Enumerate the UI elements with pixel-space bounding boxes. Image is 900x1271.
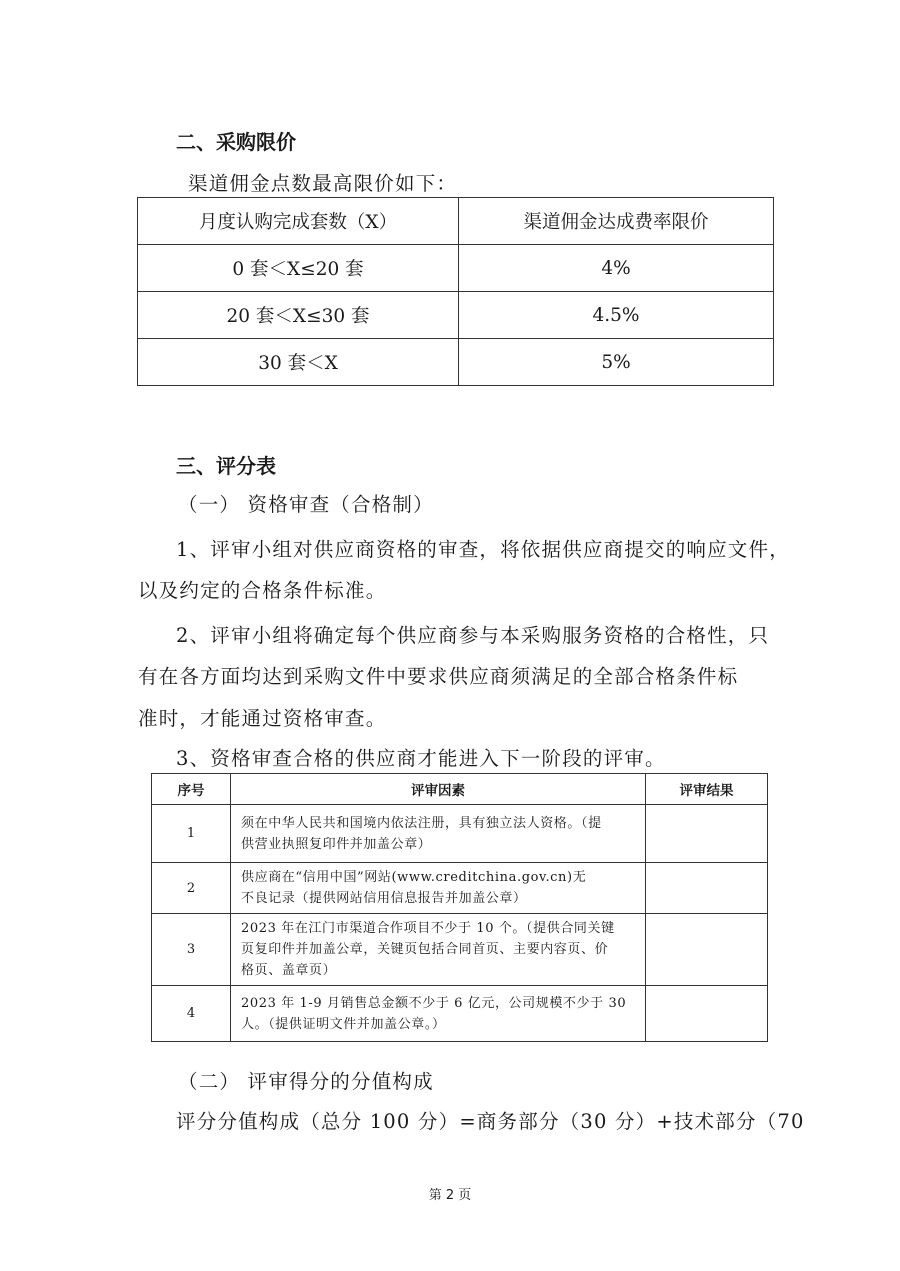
page-number: 第 2 页	[428, 1188, 472, 1203]
review-table-header-factor: 评审因素	[231, 774, 646, 805]
paragraph-2-line-1: 2、评审小组将确定每个供应商参与本采购服务资格的合格性，只	[176, 624, 770, 647]
review-factor	[231, 805, 646, 863]
paragraph-2-line-3: 准时，才能通过资格审查。	[138, 707, 387, 730]
review-result	[646, 805, 768, 863]
table-row	[152, 863, 768, 914]
review-factor	[231, 863, 646, 914]
paragraph-2-line-2: 有在各方面均达到采购文件中要求供应商须满足的全部合格条件标	[138, 665, 739, 688]
review-result	[646, 863, 768, 914]
section2-heading: 二、采购限价	[176, 130, 296, 154]
table-row	[152, 986, 768, 1042]
review-factor	[231, 914, 646, 986]
table-row	[152, 805, 768, 863]
row-number: 2	[152, 863, 231, 914]
paragraph-3: 3、资格审查合格的供应商才能进入下一阶段的评审。	[176, 747, 666, 770]
review-factor-line: 须在中华人民共和国境内依法注册，具有独立法人资格。（提	[241, 815, 602, 831]
paragraph-4: 评分分值构成（总分 100 分）=商务部分（30 分）+技术部分（70	[176, 1110, 805, 1133]
review-factor-line: 人。（提供证明文件并加盖公章。）	[241, 1016, 446, 1032]
review-factor-line: 页复印件并加盖公章，关键页包括合同首页、主要内容页、价	[241, 942, 609, 957]
review-table-header-result: 评审结果	[646, 774, 768, 805]
price-table-header-count: 月度认购完成套数（X）	[138, 198, 459, 245]
price-table-cell: 5%	[459, 339, 774, 386]
qualification-review-table	[151, 773, 768, 1042]
paragraph-1-line-2: 以及约定的合格条件标准。	[138, 579, 387, 602]
review-factor-line: 不良记录（提供网站信用信息报告并加盖公章）	[241, 891, 527, 906]
subsection2-title: （二） 评审得分的分值构成	[178, 1070, 434, 1093]
row-number: 1	[152, 805, 231, 863]
review-factor-line: 格页、盖章页）	[241, 963, 337, 978]
review-factor	[231, 986, 646, 1042]
section3-heading: 三、评分表	[176, 454, 276, 478]
price-table-cell: 4.5%	[459, 292, 774, 339]
subsection1-title: （一） 资格审查（合格制）	[178, 493, 434, 516]
price-table-cell: 4%	[459, 245, 774, 292]
price-limit-table	[137, 197, 774, 386]
price-table-cell: 30 套＜X	[138, 339, 459, 386]
review-result	[646, 986, 768, 1042]
review-factor-line: 2023 年在江门市渠道合作项目不少于 10 个。（提供合同关键	[241, 921, 615, 936]
price-table-cell: 20 套＜X≤30 套	[138, 292, 459, 339]
row-number: 4	[152, 986, 231, 1042]
review-factor-line: 供营业执照复印件并加盖公章）	[241, 836, 432, 852]
review-factor-line: 2023 年 1-9 月销售总金额不少于 6 亿元，公司规模不少于 30	[241, 995, 627, 1011]
review-result	[646, 914, 768, 986]
section2-intro: 渠道佣金点数最高限价如下：	[188, 172, 458, 195]
price-table-header-rate: 渠道佣金达成费率限价	[459, 198, 774, 245]
table-row	[152, 914, 768, 986]
price-table-cell: 0 套＜X≤20 套	[138, 245, 459, 292]
row-number: 3	[152, 914, 231, 986]
review-table-header-no: 序号	[152, 774, 231, 805]
review-factor-line: 供应商在“信用中国”网站(www.creditchina.gov.cn)无	[241, 870, 587, 885]
paragraph-1-line-1: 1、评审小组对供应商资格的审查，将依据供应商提交的响应文件，	[176, 538, 790, 561]
